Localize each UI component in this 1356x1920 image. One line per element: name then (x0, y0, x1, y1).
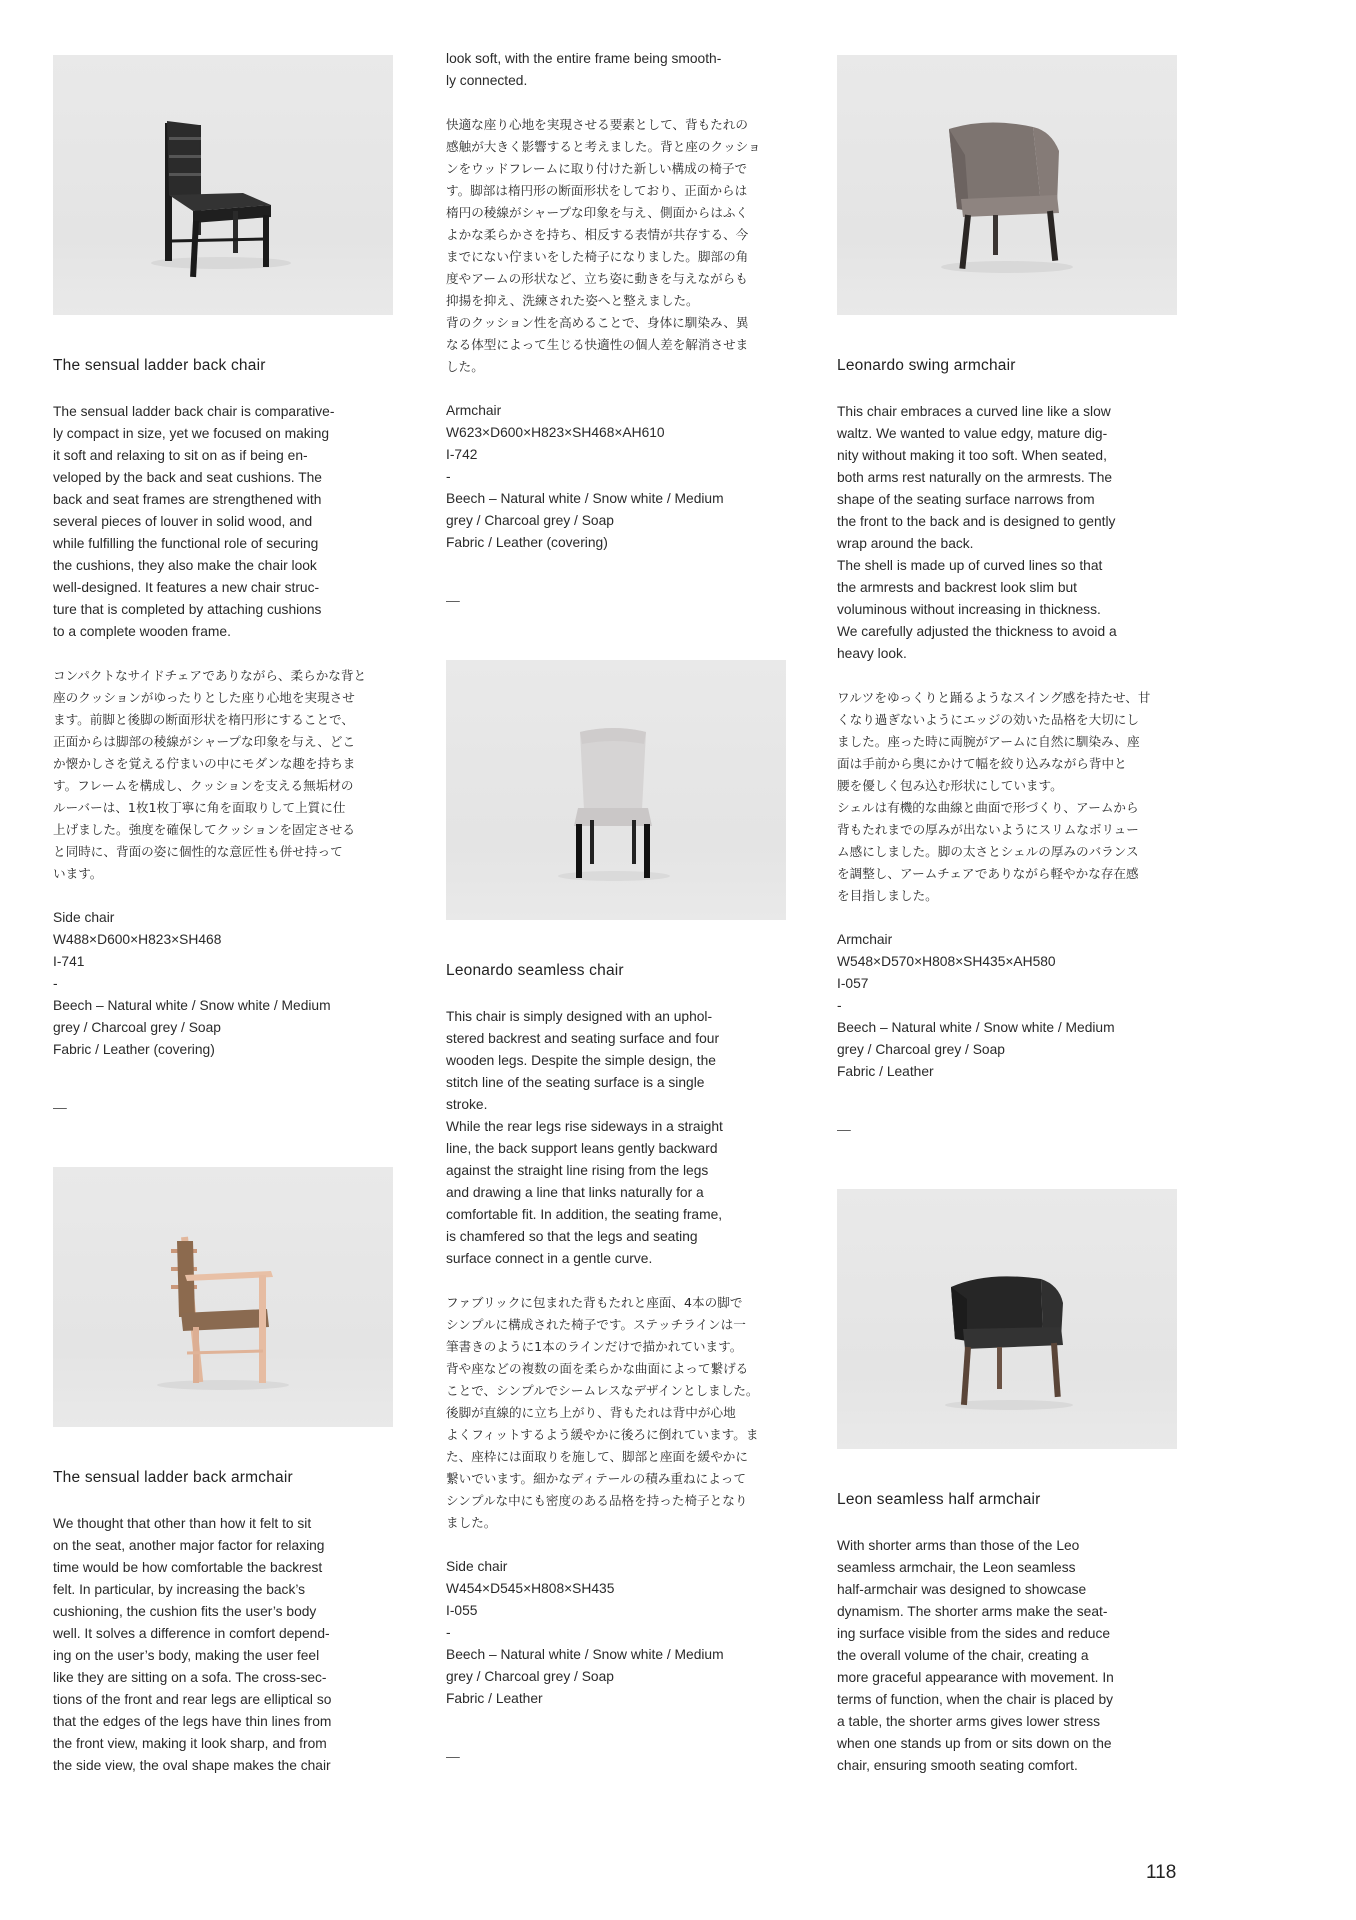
page-number: 118 (1146, 1862, 1177, 1883)
section-divider: — (53, 1100, 67, 1115)
section-divider: — (837, 1122, 851, 1137)
leon-seamless-half-armchair-photo (837, 1189, 1177, 1449)
japanese-description: コンパクトなサイドチェアでありながら、柔らかな背と 座のクッションがゆったりとした座り心地を実現させ ます。前脚と後脚の断面形状を楕円形にすることで、 正面からは脚部の稜線がシャープな印象を与え、どこ か懐かしさを覚える佇まいの中にモダンな趣を持ちま す。フレームを構成し、クッションを支える無垢材の ルーバーは、1枚1枚丁寧に角を面取りして上質に仕 上げました。強度を確保してクッションを固定させる と同時に、背面の姿に個性的な意匠性も併せ持って います。 (53, 668, 367, 881)
english-description: With shorter arms than those of the Leo seamless armchair, the Leon seamless half-armchair was designed to showcase dynamism. The shorter arms make the seat- ing surface visible from the sides and reduce the overall volume of the chair, creating a more graceful appearance with movement. In terms of function, when the chair is placed by a table, the shorter arms gives lower stress when one stands up from or sits down on the chair, ensuring smooth seating comfort. (837, 1538, 1114, 1773)
product-title: Leon seamless half armchair (837, 1491, 1041, 1508)
product-title: The sensual ladder back armchair (53, 1469, 293, 1486)
product-spec: Side chair W454×D545×H808×SH435 I-055 - Beech – Natural white / Snow white / Medium grey / Charcoal grey / Soap Fabric / Leather (446, 1559, 724, 1706)
english-description: We thought that other than how it felt to sit on the seat, another major factor for relaxing time would be how comfortable the backrest felt. In particular, by increasing the back’s cushioning, the cushion fits the user’s body well. It solves a difference in comfort depend- ing on the user’s body, making the user feel like they are sitting on a sofa. The cross-sec- tions of the front and rear legs are elliptical so that the edges of the legs have thin lines from the front view, making it look sharp, and from the side view, the oval shape makes the chair (53, 1516, 332, 1773)
japanese-description: ファブリックに包まれた背もたれと座面、4本の脚で シンプルに構成された椅子です。ステッチラインは一 筆書きのように1本のラインだけで描かれています。 背や座などの複数の面を柔らかな曲面によって繋げる ことで、シンプルでシームレスなデザインとしました。 後脚が直線的に立ち上がり、背もたれは背中が心地 よくフィットするよう緩やかに後ろに倒れています。ま た、座枠には面取りを施して、脚部と座面を緩やかに 繋いでいます。細かなディテールの積み重ねによって シンプルな中にも密度のある品格を持った椅子となり ました。 (446, 1295, 759, 1530)
product-title: Leonardo swing armchair (837, 357, 1016, 374)
japanese-description: ワルツをゆっくりと踊るようなスイング感を持たせ、甘 くなり過ぎないようにエッジの効いた品格を大切にし ました。座った時に両腕がアームに自然に馴染み、座 面は手前から奥にかけて幅を絞り込みながら背中と 腰を優しく包み込む形状にしています。 シェルは有機的な曲線と曲面で形づくり、アームから 背もたれまでの厚みが出ないようにスリムなボリュー ム感にしました。脚の太さとシェルの厚みのバランス を調整し、アームチェアでありながら軽やかな存在感 を目指しました。 (837, 690, 1151, 903)
leonardo-seamless-chair-photo (446, 660, 786, 920)
sensual-ladder-back-chair-photo (53, 55, 393, 315)
english-description: This chair embraces a curved line like a slow waltz. We wanted to value edgy, mature dig- nity without making it too soft. When seated, both arms rest naturally on the armrests. The shape of the seating surface narrows from the front to the back and is designed to gently wrap around the back. The shell is made up of curved lines so that the armrests and backrest look slim but voluminous without increasing in thickness. We carefully adjusted the thickness to avoid a heavy look. (837, 404, 1117, 661)
english-description: This chair is simply designed with an uphol- stered backrest and seating surface and four wooden legs. Despite the simple design, the stitch line of the seating surface is a single stroke. While the rear legs rise sideways in a straight line, the back support leans gently backward against the straight line rising from the legs and drawing a line that links naturally for a comfortable fit. In addition, the seating frame, is chamfered so that the legs and seating surface connect in a gentle curve. (446, 1009, 723, 1266)
leonardo-swing-armchair-photo (837, 55, 1177, 315)
section-divider: — (446, 1749, 460, 1764)
japanese-description: 快適な座り心地を実現させる要素として、背もたれの 感触が大きく影響すると考えました。背と座のクッショ ンをウッドフレームに取り付けた新しい構成の椅子で す。脚部は楕円形の断面形状をしており、正面からは 楕円の稜線がシャープな印象を与え、側面からはふく よかな柔らかさを持ち、相反する表情が共存する、今 までにない佇まいをした椅子になりました。脚部の角 度やアームの形状など、立ち姿に動きを与えながらも 抑揚を抑え、洗練された姿へと整えました。 背のクッション性を高めることで、身体に馴染み、異 なる体型によって生じる快適性の個人差を解消させま した。 (446, 117, 761, 374)
product-title: Leonardo seamless chair (446, 962, 624, 979)
product-spec: Armchair W623×D600×H823×SH468×AH610 I-742 - Beech – Natural white / Snow white / Medium grey / Charcoal grey / Soap Fabric / Leather (covering) (446, 403, 724, 550)
product-spec: Armchair W548×D570×H808×SH435×AH580 I-057 - Beech – Natural white / Snow white / Medium grey / Charcoal grey / Soap Fabric / Leather (837, 932, 1115, 1079)
english-description: look soft, with the entire frame being smooth- ly connected. (446, 51, 722, 88)
product-title: The sensual ladder back chair (53, 357, 266, 374)
english-description: The sensual ladder back chair is comparative- ly compact in size, yet we focused on making it soft and relaxing to sit on as if being en- veloped by the back and seat cushions. The back and seat frames are strengthened with several pieces of louver in solid wood, and while fulfilling the functional role of securing the cushions, they also make the chair look well-designed. It features a new chair struc- ture that is completed by attaching cushions to a complete wooden frame. (53, 404, 335, 639)
column-2 (446, 48, 788, 1768)
section-divider: — (446, 593, 460, 608)
column-3 (837, 55, 1179, 1777)
column-1 (53, 55, 395, 1777)
product-spec: Side chair W488×D600×H823×SH468 I-741 - Beech – Natural white / Snow white / Medium grey / Charcoal grey / Soap Fabric / Leather (covering) (53, 910, 331, 1057)
sensual-ladder-back-armchair-photo (53, 1167, 393, 1427)
